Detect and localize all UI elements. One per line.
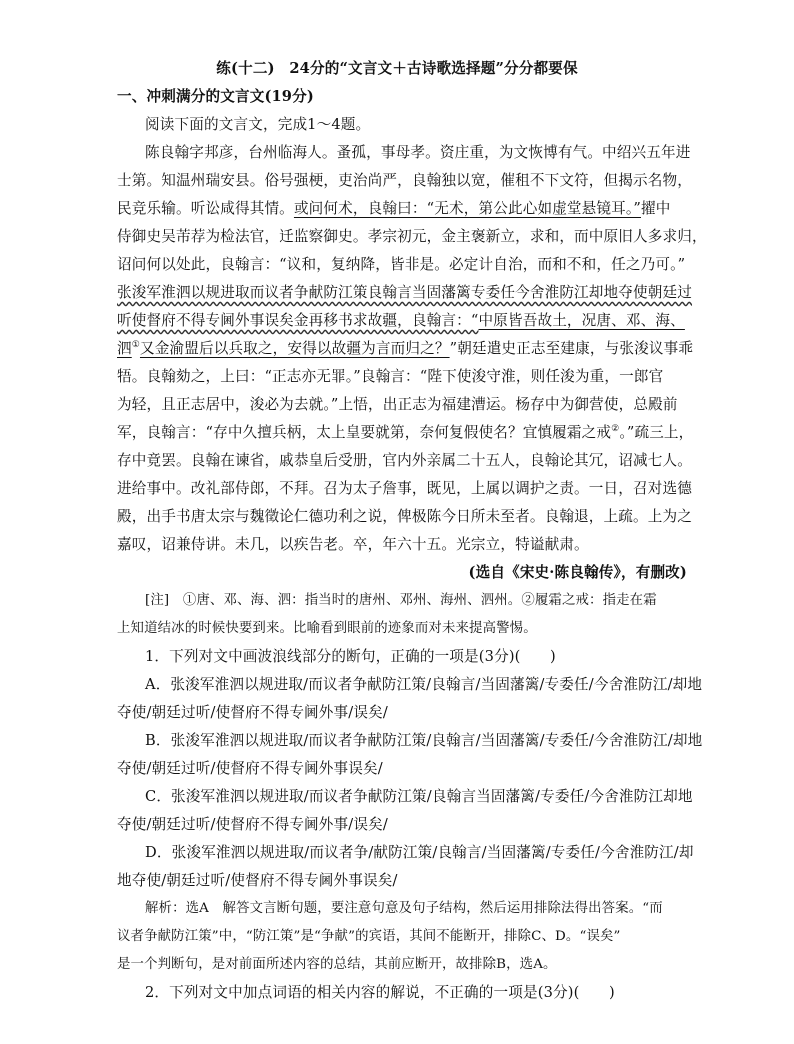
analysis-line: 议者争献防江策”中，“防江策”是“争献”的宾语，其间不能断开，排除C、D。“误矣” bbox=[117, 929, 621, 944]
passage-line: 诏问何以处此，良翰言：“议和，复纳降，皆非是。必定计自治，而和不和，任之乃可。” bbox=[117, 256, 686, 273]
underlined-sentence: 又金渝盟后以兵取之，安得以故疆为言而归之？ bbox=[139, 340, 450, 357]
passage-line: 军，良翰言：“存中久擅兵柄，太上皇要就第，奈何复假使名？宜慎履霜之戒②。”疏三上， bbox=[117, 424, 694, 441]
question-stem: 1．下列对文中画波浪线部分的断句，正确的一项是(3分)( ) bbox=[145, 648, 556, 665]
passage-line: 进给事中。改礼部侍郎，不拜。召为太子詹事，既见，上属以调护之责。一日，召对选德 bbox=[117, 480, 693, 497]
underlined-sentence: 泗 bbox=[117, 340, 132, 357]
passage-line: 为轻，且正志居中，浚必为去就。”上悟，出正志为福建漕运。杨存中为御营使，总殿前 bbox=[117, 396, 678, 413]
option-b-cont: 夺使/朝廷过听/使督府不得专阃外事误矣/ bbox=[117, 760, 383, 777]
option-b: B．张浚军淮泗以规进取/而议者争献防江策/良翰言/当固藩篱/专委任/今舍淮防江/却地 bbox=[145, 732, 703, 749]
passage-line: 存中竟罢。良翰在谏省，戚恭皇后受册，官内外亲属二十五人，良翰论其冗，诏减七人。 bbox=[117, 452, 693, 469]
page-title: 练(十二) 24分的“文言文＋古诗歌选择题”分分都要保 bbox=[216, 60, 578, 77]
passage-line: 陈良翰字邦彦，台州临海人。蚤孤，事母孝。资庄重，为文恢博有气。中绍兴五年进 bbox=[145, 144, 691, 161]
option-a-cont: 夺使/朝廷过听/使督府不得专阃外事/误矣/ bbox=[117, 704, 388, 721]
passage-line: 嘉叹，诏兼侍讲。未几，以疾告老。卒，年六十五。光宗立，特谥献肃。 bbox=[117, 536, 589, 553]
option-c: C．张浚军淮泗以规进取/而议者争献防江策/良翰言当固藩篱/专委任/今舍淮防江却地 bbox=[145, 788, 693, 805]
passage-line: 侍御史吴芾荐为检法官，迁监察御史。孝宗初元，金主褒新立，求和，而中原旧人多求归， bbox=[117, 228, 707, 245]
note-line: 上知道结冰的时候快要到来。比喻看到眼前的迹象而对未来提高警惕。 bbox=[117, 621, 537, 636]
option-c-cont: 夺使/朝廷过听/使督府不得专阃外事/误矣/ bbox=[117, 816, 388, 833]
footnote-marker: ① bbox=[131, 340, 140, 351]
passage-line: 泗①又金渝盟后以兵取之，安得以故疆为言而归之？”朝廷遣史正志至建康，与张浚议事乖 bbox=[117, 340, 694, 357]
footnote-marker: ② bbox=[611, 424, 620, 435]
instruction: 阅读下面的文言文，完成1～4题。 bbox=[145, 116, 371, 133]
underlined-sentence: 或问何术，良翰曰：“无术，第公此心如虚堂悬镜耳。” bbox=[293, 200, 641, 217]
passage-line bbox=[117, 279, 693, 307]
source-citation: (选自《宋史·陈良翰传》，有删改) bbox=[468, 564, 687, 581]
analysis-line: 解析：选A 解答文言断句题，要注意句意及句子结构，然后运用排除法得出答案。“而 bbox=[145, 901, 663, 916]
analysis-line: 是一个判断句，是对前面所述内容的总结，其前应断开，故排除B，选A。 bbox=[117, 957, 557, 972]
note-line: [注] ①唐、邓、海、泗：指当时的唐州、邓州、海州、泗州。②履霜之戒：指走在霜 bbox=[145, 593, 657, 608]
section-heading: 一、冲刺满分的文言文(19分) bbox=[117, 88, 314, 105]
option-d-cont: 地夺使/朝廷过听/使督府不得专阃外事误矣/ bbox=[117, 872, 398, 889]
option-d: D．张浚军淮泗以规进取/而议者争/献防江策/良翰言/当固藩篱/专委任/今舍淮防江/却 bbox=[145, 844, 694, 861]
passage-line: 殿，出手书唐太宗与魏徵论仁德功利之说，俾极陈今日所未至者。良翰退，上疏。上为之 bbox=[117, 508, 693, 525]
question-2-stem: 2．下列对文中加点词语的相关内容的解说，不正确的一项是(3分)( ) bbox=[145, 984, 615, 1001]
passage-line: 牾。良翰劾之，上曰：“正志亦无罪。”良翰言：“陛下使浚守淮，则任浚为重，一郎官 bbox=[117, 368, 664, 385]
passage-line: 民竞乐输。听讼咸得其情。或问何术，良翰曰：“无术，第公此心如虚堂悬镜耳。”擢中 bbox=[117, 200, 671, 217]
passage-line: 士第。知温州瑞安县。俗号强梗，吏治尚严，良翰独以宽，催租不下文符，但揭示名物， bbox=[117, 172, 693, 189]
option-a: A．张浚军淮泗以规进取/而议者争献防江策/良翰言/当固藩篱/专委任/今舍淮防江/却地 bbox=[145, 676, 703, 693]
passage-line bbox=[117, 307, 687, 335]
wavy-underlined-text: 听使督府不得专阃外事误矣金再移书求故疆，良翰言：“ bbox=[117, 312, 479, 329]
wavy-underlined-text: 张浚军淮泗以规进取而议者争献防江策良翰言当固藩篱专委任今舍淮防江却地夺使朝廷过 bbox=[117, 284, 693, 301]
underlined-sentence: 中原皆吾故土，况唐、邓、海、 bbox=[478, 312, 685, 329]
